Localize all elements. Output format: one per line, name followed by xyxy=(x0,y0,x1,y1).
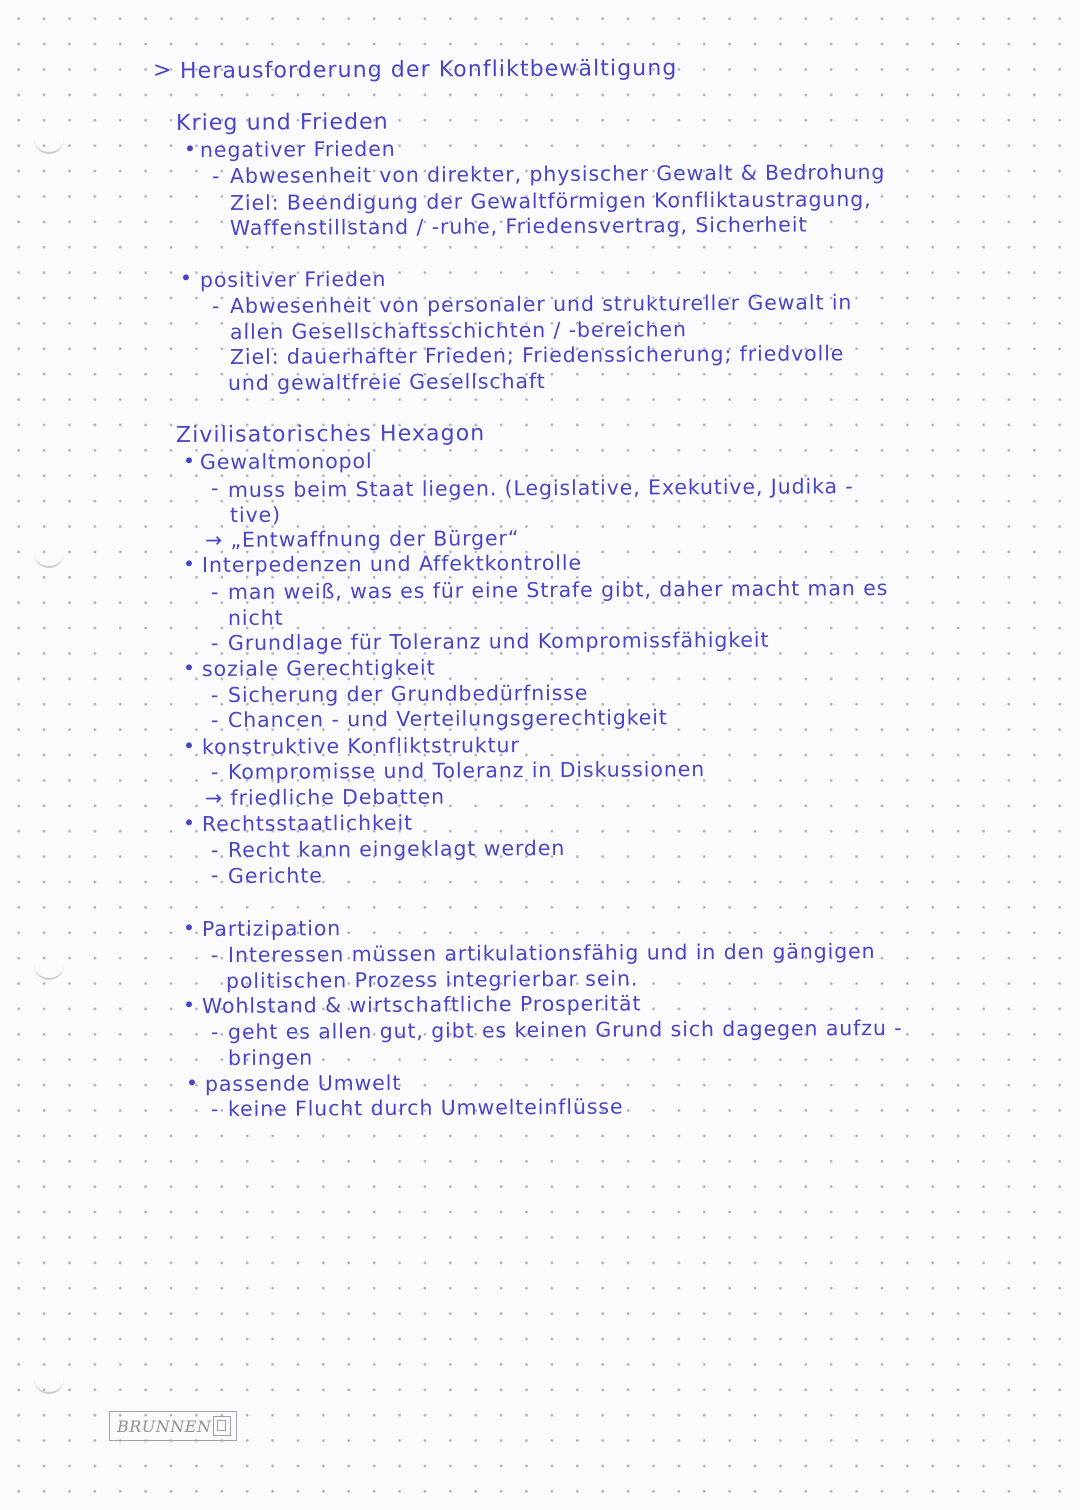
dash: - xyxy=(210,630,220,655)
text-line: Gerichte xyxy=(227,863,323,888)
bullet: • xyxy=(183,136,198,161)
dash: - xyxy=(210,759,220,784)
text-line: tive) xyxy=(229,502,282,527)
dash: - xyxy=(210,1019,220,1044)
dash: - xyxy=(210,942,220,967)
dash: - xyxy=(210,1096,220,1121)
bullet: • xyxy=(179,265,194,290)
brand-name: BRUNNEN xyxy=(117,1416,212,1436)
text-line: geht es allen gut, gibt es keinen Grund sich dagegen aufzu - xyxy=(227,1015,903,1044)
text-line: → „Entwaffnung der Bürger“ xyxy=(204,526,520,552)
bullet: • xyxy=(185,1070,200,1095)
dash: - xyxy=(211,293,221,318)
label-soziale-gerechtigkeit: soziale Gerechtigkeit xyxy=(201,655,436,681)
text-line: man weiß, was es für eine Strafe gibt, daher macht man es xyxy=(227,575,889,604)
label-interdependenzen: Interpedenzen und Affektkontrolle xyxy=(201,550,583,577)
label-passende-umwelt: passende Umwelt xyxy=(204,1070,402,1096)
text-line: muss beim Staat liegen. (Legislative, Exekutive, Judika - xyxy=(227,474,854,502)
label-konstruktive-konfliktstruktur: konstruktive Konfliktstruktur xyxy=(201,733,520,759)
bullet: • xyxy=(182,551,197,576)
label-partizipation: Partizipation xyxy=(201,916,342,941)
bullet: • xyxy=(182,655,197,680)
text-line: und gewaltfreie Gesellschaft xyxy=(227,369,546,395)
label-rechtsstaatlichkeit: Rechtsstaatlichkeit xyxy=(201,810,414,836)
text-line: nicht xyxy=(227,605,284,630)
text-line: Recht kann eingeklagt werden xyxy=(227,835,566,862)
label-wohlstand: Wohlstand & wirtschaftliche Prosperität xyxy=(201,991,642,1018)
dash: - xyxy=(210,862,220,887)
dash: - xyxy=(210,682,220,707)
text-line: Grundlage für Toleranz und Kompromissfähigkeit xyxy=(227,627,770,655)
punch-hole-1 xyxy=(34,136,64,154)
dash: - xyxy=(210,475,220,500)
text-line: Interessen müssen artikulationsfähig und in den gängigen xyxy=(227,939,876,967)
page-title: Herausforderung der Konfliktbewältigung xyxy=(179,55,678,84)
text-line: allen Gesellschaftsschichten / -bereichen xyxy=(229,317,687,344)
dash: - xyxy=(210,837,220,862)
text-line: → friedliche Debatten xyxy=(204,784,446,810)
heading-krieg-und-frieden: Krieg und Frieden xyxy=(175,109,389,136)
brand-mark-icon xyxy=(213,1416,231,1436)
text-line: bringen xyxy=(227,1045,314,1070)
bullet: • xyxy=(182,992,197,1017)
label-gewaltmonopol: Gewaltmonopol xyxy=(199,448,373,474)
text-line: Abwesenheit von direkter, physischer Gewalt & Bedrohung xyxy=(229,159,886,188)
punch-hole-3 xyxy=(34,962,64,980)
text-line: Abwesenheit von personaler und struktureller Gewalt in xyxy=(229,290,853,318)
text-line: politischen Prozess integrierbar sein. xyxy=(225,966,639,993)
heading-hexagon: Zivilisatorisches Hexagon xyxy=(175,421,486,448)
bullet: • xyxy=(182,810,197,835)
text-line: Chancen - und Verteilungsgerechtigkeit xyxy=(227,705,668,732)
label-negativer-frieden: negativer Frieden xyxy=(199,136,396,162)
text-line: Kompromisse und Toleranz in Diskussionen xyxy=(227,757,706,784)
text-line: keine Flucht durch Umwelteinflüsse xyxy=(227,1094,624,1121)
text-line: Waffenstillstand / -ruhe, Friedensvertrag, Sicherheit xyxy=(229,212,808,240)
label-positiver-frieden: positiver Frieden xyxy=(199,266,387,292)
bullet: • xyxy=(182,448,197,473)
title-marker: > xyxy=(152,57,173,83)
dash: - xyxy=(210,707,220,732)
bullet: • xyxy=(182,733,197,758)
text-line: Sicherung der Grundbedürfnisse xyxy=(227,680,589,707)
punch-hole-2 xyxy=(34,550,64,568)
brunnen-logo xyxy=(109,1411,237,1441)
bullet: • xyxy=(182,915,197,940)
dash: - xyxy=(210,579,220,604)
punch-hole-4 xyxy=(34,1376,64,1394)
dash: - xyxy=(211,163,221,188)
text-line: Ziel: dauerhafter Frieden; Friedenssicherung; friedvolle xyxy=(229,341,845,369)
text-line: Ziel: Beendigung der Gewaltförmigen Konfliktaustragung, xyxy=(229,187,872,215)
